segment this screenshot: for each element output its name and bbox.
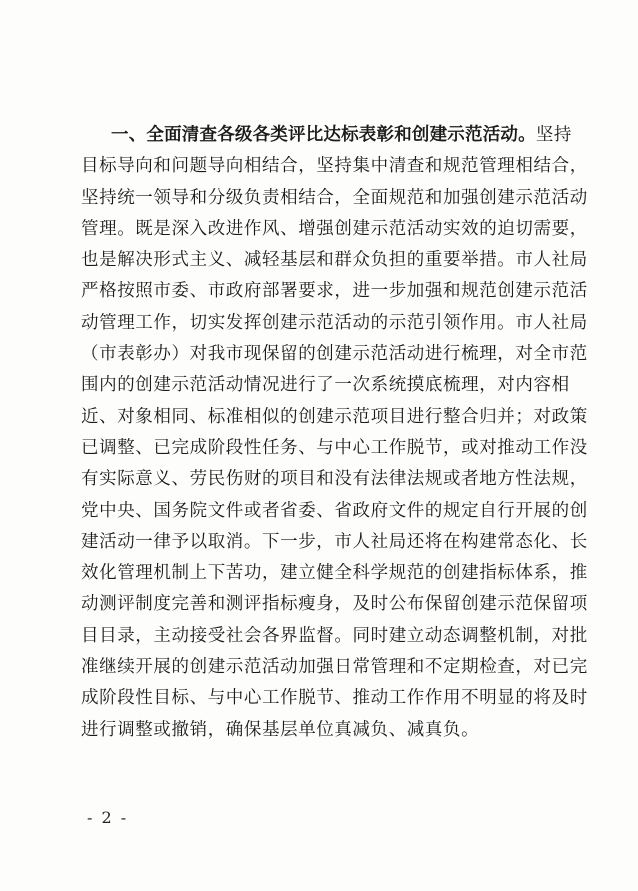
body-line: 近、对象相同、标准相似的创建示范项目进行整合归并；对政策: [81, 406, 588, 427]
body-line: 进行调整或撤销，确保基层单位真减负、减真负。: [81, 719, 480, 740]
body-line: 已调整、已完成阶段性任务、与中心工作脱节，或对推动工作没: [81, 437, 588, 458]
section-heading: 一、全面清查各级各类评比达标表彰和创建示范活动。: [111, 125, 536, 145]
body-line: 围内的创建示范活动情况进行了一次系统摸底梳理，对内容相: [81, 375, 570, 396]
body-line: 党中央、国务院文件或者省委、省政府文件的规定自行开展的创: [81, 500, 588, 521]
body-line: 有实际意义、劳民伤财的项目和没有法律法规或者地方性法规，: [81, 469, 588, 490]
body-line: 效化管理机制上下苦功，建立健全科学规范的创建指标体系，推: [81, 563, 588, 584]
body-line: 动管理工作，切实发挥创建示范活动的示范引领作用。市人社局: [81, 312, 588, 333]
body-line: 动测评制度完善和测评指标瘦身，及时公布保留创建示范保留项: [81, 594, 588, 615]
body-line: 管理。既是深入改进作风、增强创建示范活动实效的迫切需要，: [81, 218, 588, 239]
paragraph-first-line: [81, 120, 573, 151]
body-line: 准继续开展的创建示范活动加强日常管理和不定期检查，对已完: [81, 657, 588, 678]
body-line: 成阶段性目标、与中心工作脱节、推动工作作用不明显的将及时: [81, 688, 588, 709]
body-text: 坚持: [535, 125, 573, 145]
body-line: 建活动一律予以取消。下一步，市人社局还将在构建常态化、长: [81, 531, 588, 552]
body-line: 坚持统一领导和分级负责相结合，全面规范和加强创建示范活动: [81, 187, 588, 208]
body-line: 目标导向和问题导向相结合，坚持集中清查和规范管理相结合，: [81, 156, 588, 177]
document-body: [81, 120, 588, 746]
body-line: 目目录，主动接受社会各界监督。同时建立动态调整机制，对批: [81, 625, 588, 646]
body-line: （市表彰办）对我市现保留的创建示范活动进行梳理，对全市范: [81, 344, 588, 365]
body-line: 也是解决形式主义、减轻基层和群众负担的重要举措。市人社局: [81, 250, 588, 271]
page-number: - 2 -: [87, 808, 129, 827]
body-line: 严格按照市委、市政府部署要求，进一步加强和规范创建示范活: [81, 281, 588, 302]
